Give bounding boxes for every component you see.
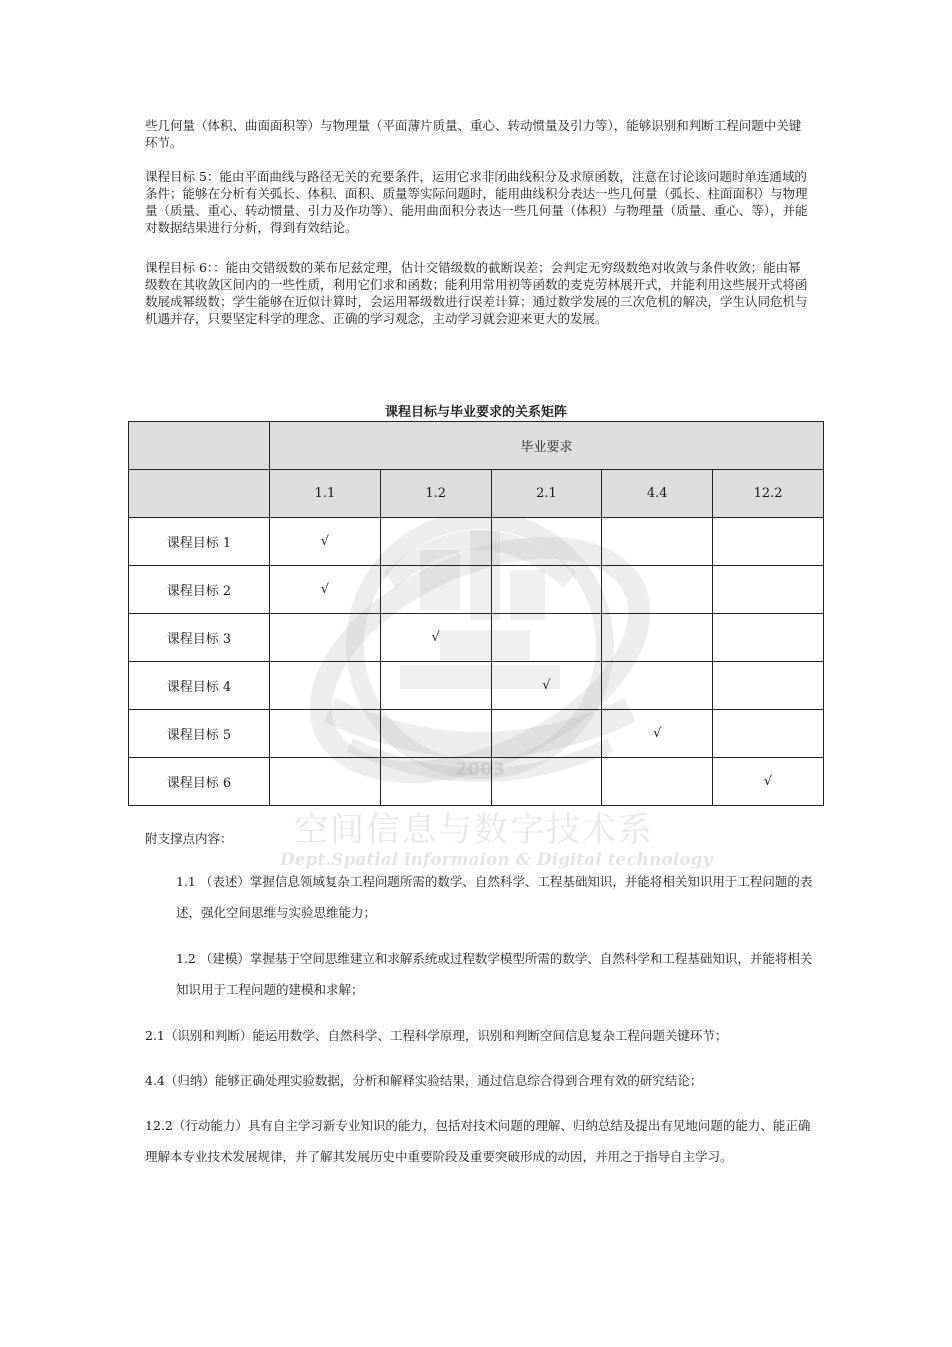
check-cell bbox=[380, 662, 491, 710]
support-point-2-1: 2.1（识别和判断）能运用数学、自然科学、工程科学原理，识别和判断空间信息复杂工程问题关键环节； bbox=[145, 1028, 728, 1043]
check-cell bbox=[270, 758, 381, 806]
check-cell bbox=[270, 710, 381, 758]
table-header-row bbox=[129, 422, 824, 470]
corner-cell bbox=[129, 470, 270, 518]
check-cell bbox=[270, 662, 381, 710]
column-header: 1.2 bbox=[380, 470, 491, 518]
check-cell bbox=[713, 566, 824, 614]
table-row bbox=[129, 758, 824, 806]
check-cell: √ bbox=[380, 614, 491, 662]
corner-cell bbox=[129, 422, 270, 470]
seal-year: 2003 bbox=[454, 759, 506, 780]
check-cell bbox=[713, 662, 824, 710]
check-cell bbox=[602, 662, 713, 710]
check-cell bbox=[602, 758, 713, 806]
check-cell bbox=[380, 758, 491, 806]
check-cell bbox=[491, 758, 602, 806]
check-cell bbox=[491, 614, 602, 662]
support-point-1-2: 1.2 （建模）掌握基于空间思维建立和求解系统或过程数学模型所需的数学、自然科学和工程基础知识，并能将相关知识用于工程问题的建模和求解； bbox=[176, 951, 813, 997]
check-cell bbox=[602, 518, 713, 566]
check-cell bbox=[713, 614, 824, 662]
table-row bbox=[129, 710, 824, 758]
group-header-cell: 毕业要求 bbox=[270, 422, 824, 470]
paragraph-objective-6: 课程目标 6：：能由交错级数的莱布尼兹定理，估计交错级数的截断误差；会判定无穷级数绝对收敛与条件收敛；能由幂级数在其收敛区间内的一些性质，利用它们求和函数；能利用常用初等函数的麦克劳林展开式，并能利用这些展开式将函数展成幂级数；学生能够在近似计算时，会运用幂级数进行误差计算；通过数学发展的三次危机的解决，学生认同危机与机遇并存，只要坚定科学的理念、正确的学习观念，主动学习就会迎来更大的发展。 bbox=[145, 260, 808, 326]
column-header: 1.1 bbox=[270, 470, 381, 518]
paragraph-objective-5: 课程目标 5：能由平面曲线与路径无关的充要条件，运用它求非闭曲线积分及求原函数，注意在讨论该问题时单连通域的条件；能够在分析有关弧长、体积、面积、质量等实际问题时，能用曲线积分表达一些几何量（弧长、柱面面积）与物理量（质量、重心、转动惯量、引力及作功等）、能用曲面积分表达一些几何量（体积）与物理量（质量、重心、等），并能对数据结果进行分析，得到有效结论。 bbox=[145, 169, 808, 235]
check-cell bbox=[380, 566, 491, 614]
check-cell bbox=[491, 710, 602, 758]
check-cell bbox=[602, 614, 713, 662]
support-point-1-1: 1.1 （表述）掌握信息领域复杂工程问题所需的数学、自然科学、工程基础知识，并能将相关知识用于工程问题的表述，强化空间思维与实验思维能力； bbox=[176, 874, 813, 920]
check-cell: √ bbox=[270, 518, 381, 566]
check-cell bbox=[713, 710, 824, 758]
check-cell bbox=[602, 566, 713, 614]
support-point-12-2: 12.2（行动能力）具有自主学习新专业知识的能力，包括对技术问题的理解、归纳总结及提出有见地问题的能力、能正确理解本专业技术发展规律，并了解其发展历史中重要阶段及重要突破形成的动因，并用之于指导自主学习。 bbox=[145, 1118, 811, 1164]
check-cell bbox=[713, 518, 824, 566]
check-cell: √ bbox=[270, 566, 381, 614]
column-header: 12.2 bbox=[713, 470, 824, 518]
check-cell: √ bbox=[602, 710, 713, 758]
check-cell bbox=[491, 518, 602, 566]
check-cell: √ bbox=[713, 758, 824, 806]
table-column-header-row bbox=[129, 470, 824, 518]
table-row bbox=[129, 518, 824, 566]
check-cell bbox=[491, 566, 602, 614]
paragraph-continuation: 些几何量（体积、曲面面积等）与物理量（平面薄片质量、重心、转动惯量及引力等），能够识别和判断工程问题中关键环节。 bbox=[145, 118, 802, 150]
table-row bbox=[129, 614, 824, 662]
check-cell: √ bbox=[491, 662, 602, 710]
support-points-title: 附支撑点内容： bbox=[145, 831, 233, 846]
column-header: 4.4 bbox=[602, 470, 713, 518]
check-cell bbox=[270, 614, 381, 662]
table-title: 课程目标与毕业要求的关系矩阵 bbox=[384, 405, 567, 420]
column-header: 2.1 bbox=[491, 470, 602, 518]
seal-name-en: Dept.Spatial informaion & Digital technology bbox=[280, 850, 713, 870]
support-point-4-4: 4.4（归纳）能够正确处理实验数据，分析和解释实验结果，通过信息综合得到合理有效的研究结论； bbox=[145, 1073, 703, 1088]
row-label: 课程目标 4 bbox=[129, 662, 270, 710]
row-label: 课程目标 5 bbox=[129, 710, 270, 758]
seal-name-cn: 空间信息与数字技术系 bbox=[294, 810, 654, 850]
table-row bbox=[129, 662, 824, 710]
row-label: 课程目标 1 bbox=[129, 518, 270, 566]
row-label: 课程目标 3 bbox=[129, 614, 270, 662]
table-row bbox=[129, 566, 824, 614]
objective-requirement-matrix bbox=[128, 421, 824, 806]
row-label: 课程目标 6 bbox=[129, 758, 270, 806]
check-cell bbox=[380, 710, 491, 758]
check-cell bbox=[380, 518, 491, 566]
row-label: 课程目标 2 bbox=[129, 566, 270, 614]
